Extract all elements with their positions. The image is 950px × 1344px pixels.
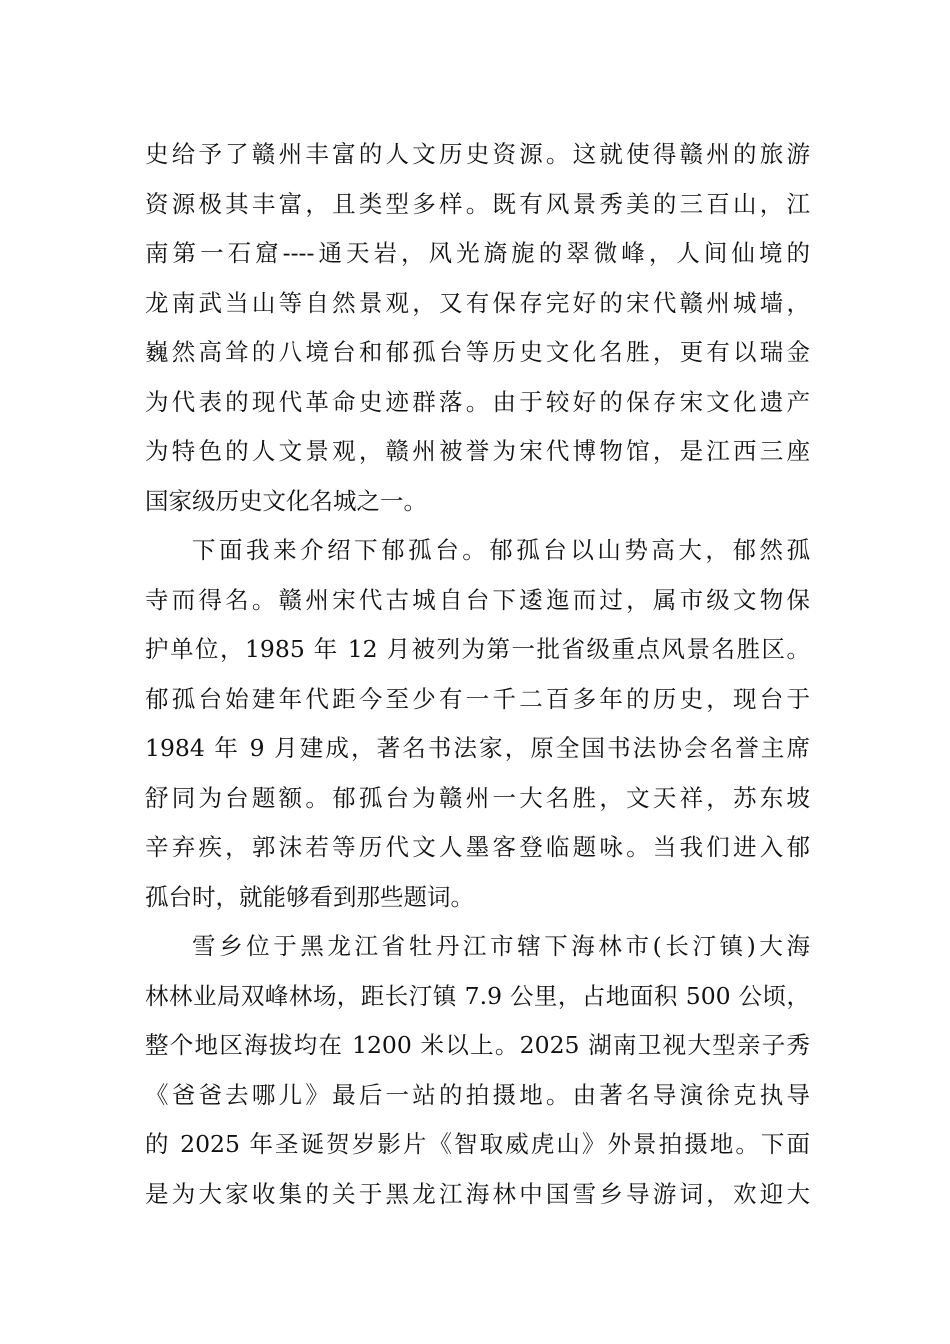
text-line: 舒同为台题额。郁孤台为赣州一大名胜，文天祥，苏东坡 [145,783,810,812]
text-line: 整个地区海拔均在 1200 米以上。2025 湖南卫视大型亲子秀 [145,1031,810,1059]
paragraph-end-line: 国家级历史文化名城之一。 [145,486,427,515]
paragraph-start-line: 雪乡位于黑龙江省牡丹江市辖下海林市(长汀镇)大海 [192,932,810,960]
text-line: 1984 年 9 月建成，著名书法家，原全国书法协会名誉主席 [145,734,810,762]
text-line: 林林业局双峰林场，距长汀镇 7.9 公里，占地面积 500 公顷， [145,981,810,1010]
text-line: 资源极其丰富，且类型多样。既有风景秀美的三百山，江 [145,189,810,218]
text-line: 郁孤台始建年代距今至少有一千二百多年的历史，现台于 [145,684,810,713]
text-line: 南第一石窟----通天岩，风光旖旎的翠微峰，人间仙境的 [145,239,810,267]
text-line: 为特色的人文景观，赣州被誉为宋代博物馆，是江西三座 [145,437,810,465]
paragraph-end-line: 孤台时，就能够看到那些题词。 [145,882,474,911]
document-body [145,130,810,1219]
text-line: 的 2025 年圣诞贺岁影片《智取威虎山》外景拍摄地。下面 [145,1130,810,1158]
text-line: 寺而得名。赣州宋代古城自台下逶迤而过，属市级文物保 [145,585,810,614]
text-line: 为代表的现代革命史迹群落。由于较好的保存宋文化遗产 [145,387,810,416]
text-line: 辛弃疾，郭沫若等历代文人墨客登临题咏。当我们进入郁 [145,833,810,861]
paragraph-start-line: 下面我来介绍下郁孤台。郁孤台以山势高大，郁然孤 [192,536,810,564]
text-line: 护单位，1985 年 12 月被列为第一批省级重点风景名胜区。 [145,635,810,663]
text-line: 是为大家收集的关于黑龙江海林中国雪乡导游词，欢迎大 [145,1179,810,1208]
text-line: 《爸爸去哪儿》最后一站的拍摄地。由著名导演徐克执导 [145,1080,810,1109]
text-line: 巍然高耸的八境台和郁孤台等历史文化名胜，更有以瑞金 [145,338,810,366]
text-line: 龙南武当山等自然景观，又有保存完好的宋代赣州城墙， [145,288,810,317]
text-line: 史给予了赣州丰富的人文历史资源。这就使得赣州的旅游 [145,140,810,168]
